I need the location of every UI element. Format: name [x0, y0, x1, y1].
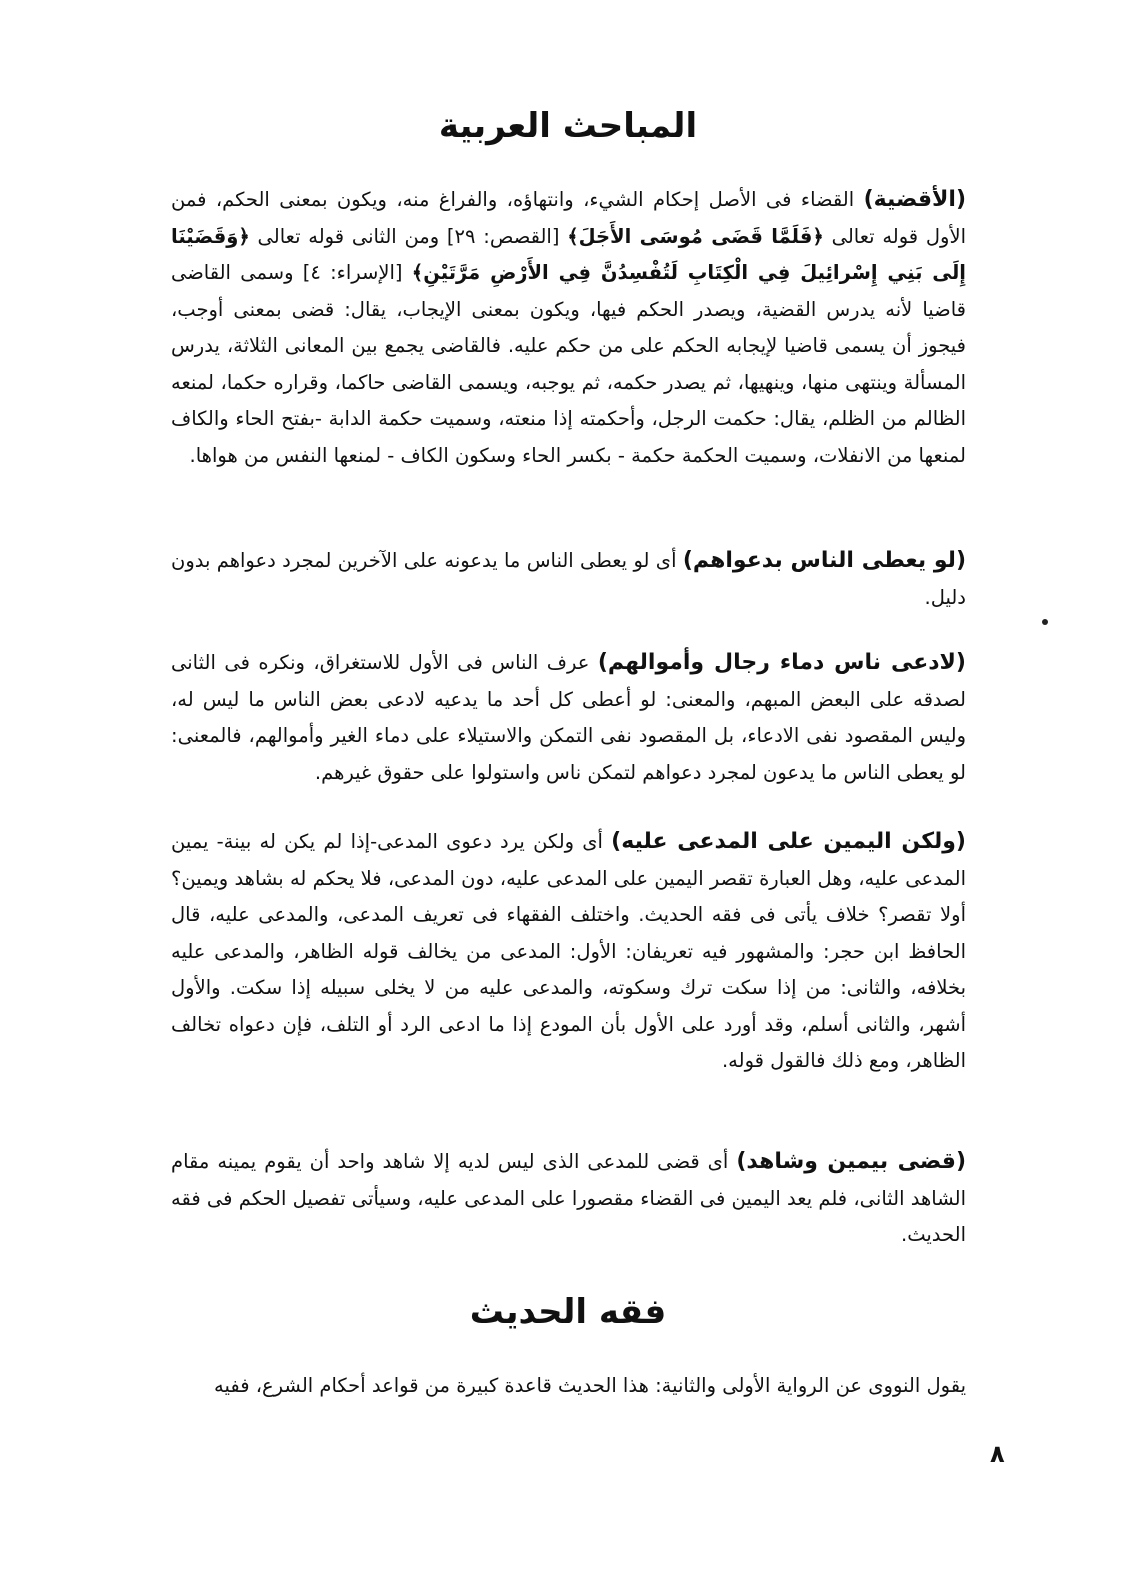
text-qada: أى قضى للمدعى الذى ليس لديه إلا شاهد واحد أن يقوم يمينه مقام الشاهد الثانى، فلم يعد اليمين فى القضاء مقصورا على المدعى عليه، وسيأتى تفصيل الحكم فى فقه الحديث. — [171, 1150, 966, 1246]
term-ladda: (لادعى ناس دماء رجال وأموالهم) — [597, 650, 966, 675]
text-yamin: أى ولكن يرد دعوى المدعى-إذا لم يكن له بينة- يمين المدعى عليه، وهل العبارة تقصر اليمين على المدعى عليه، دون المدعى، فلا يحكم له بشاهد ويمين؟ أولا تقصر؟ خلاف يأتى فى فقه الحديث. واختلف الفقهاء فى تعريف المدعى، والمدعى عليه، قال الحافظ ابن حجر: والمشهور فيه تعريفان: الأول: المدعى من يخالف قوله الظاهر، والمدعى عليه بخلافه، والثانى: من إذا سكت ترك وسكوته، والمدعى عليه من لا يخلى سبيله إذا سكت. والأول أشهر، والثانى أسلم، وقد أورد على الأول بأن المودع إذا ما ادعى الرد أو التلف، فإن دعواه تخالف الظاهر، ومع ذلك فالقول قوله. — [171, 830, 966, 1072]
term-qada: (قضى بيمين وشاهد) — [736, 1149, 966, 1174]
paragraph-nawawi — [171, 1368, 966, 1405]
section-heading-fiqh: فقه الحديث — [469, 1292, 667, 1332]
stray-dot — [1042, 619, 1048, 625]
quran-verse-qasas: ﴿فَلَمَّا قَضَى مُوسَى الأَجَلَ﴾ — [567, 224, 824, 248]
text-law-yuta: أى لو يعطى الناس ما يدعونه على الآخرين لمجرد دعواهم بدون دليل. — [171, 549, 966, 609]
text-aqdiya-2: [القصص: ٢٩] ومن الثانى قوله تعالى — [249, 224, 568, 248]
text-aqdiya-3: [الإسراء: ٤] وسمى القاضى قاضيا لأنه يدرس القضية، ويصدر الحكم فيها، ويكون بمعنى الإيجاب، يقال: قضى بمعنى أوجب، فيجوز أن يسمى قاضيا لإيجابه الحكم على من حكم عليه. فالقاضى يجمع بين المعانى الثلاثة، يدرس المسألة وينتهى منها، وينهيها، ثم يصدر حكمه، ثم يوجبه، ويسمى القاضى حاكما، وقراره حكما، لمنعه الظالم من الظلم، يقال: حكمت الرجل، وأحكمته إذا منعته، وسميت حكمة الدابة -بفتح الحاء والكاف لمنعها من الانفلات، وسميت الحكمة حكمة - بكسر الحاء وسكون الكاف - لمنعها النفس من هواها. — [171, 261, 966, 467]
paragraph-ladda — [171, 645, 966, 791]
term-aqdiya: (الأقضية) — [863, 187, 966, 212]
text-aqdiya-1: القضاء فى الأصل إحكام الشيء، وانتهاؤه، والفراغ منه، ويكون بمعنى الحكم، فمن الأول قوله تعالى — [171, 188, 966, 248]
term-law-yuta: (لو يعطى الناس بدعواهم) — [682, 548, 966, 573]
paragraph-qada — [171, 1144, 966, 1254]
page-number: ٨ — [990, 1440, 1005, 1468]
text-ladda: عرف الناس فى الأول للاستغراق، ونكره فى الثانى لصدقه على البعض المبهم، والمعنى: لو أعطى كل أحد ما يدعيه لادعى بعض الناس ما ليس له، وليس المقصود نفى الادعاء، بل المقصود نفى التمكن والاستيلاء على دماء الغير وأموالهم، فالمعنى: لو يعطى الناس ما يدعون لمجرد دعواهم لتمكن ناس واستولوا على حقوق غيرهم. — [171, 651, 966, 784]
quran-verse-isra: ﴿وَقَضَيْنَا إِلَى بَنِي إِسْرائِيلَ فِي الْكِتَابِ لَتُفْسِدُنَّ فِي الأَرْضِ مَرَّتَيْنِ﴾ — [171, 224, 966, 284]
section-heading-arabic-studies: المباحث العربية — [438, 106, 698, 146]
paragraph-aqdiya — [171, 182, 966, 474]
paragraph-yamin — [171, 824, 966, 1080]
paragraph-law-yuta — [171, 543, 966, 616]
term-yamin: (ولكن اليمين على المدعى عليه) — [611, 829, 966, 854]
text-nawawi: يقول النووى عن الرواية الأولى والثانية: هذا الحديث قاعدة كبيرة من قواعد أحكام الشرع، ففيه — [214, 1374, 966, 1397]
